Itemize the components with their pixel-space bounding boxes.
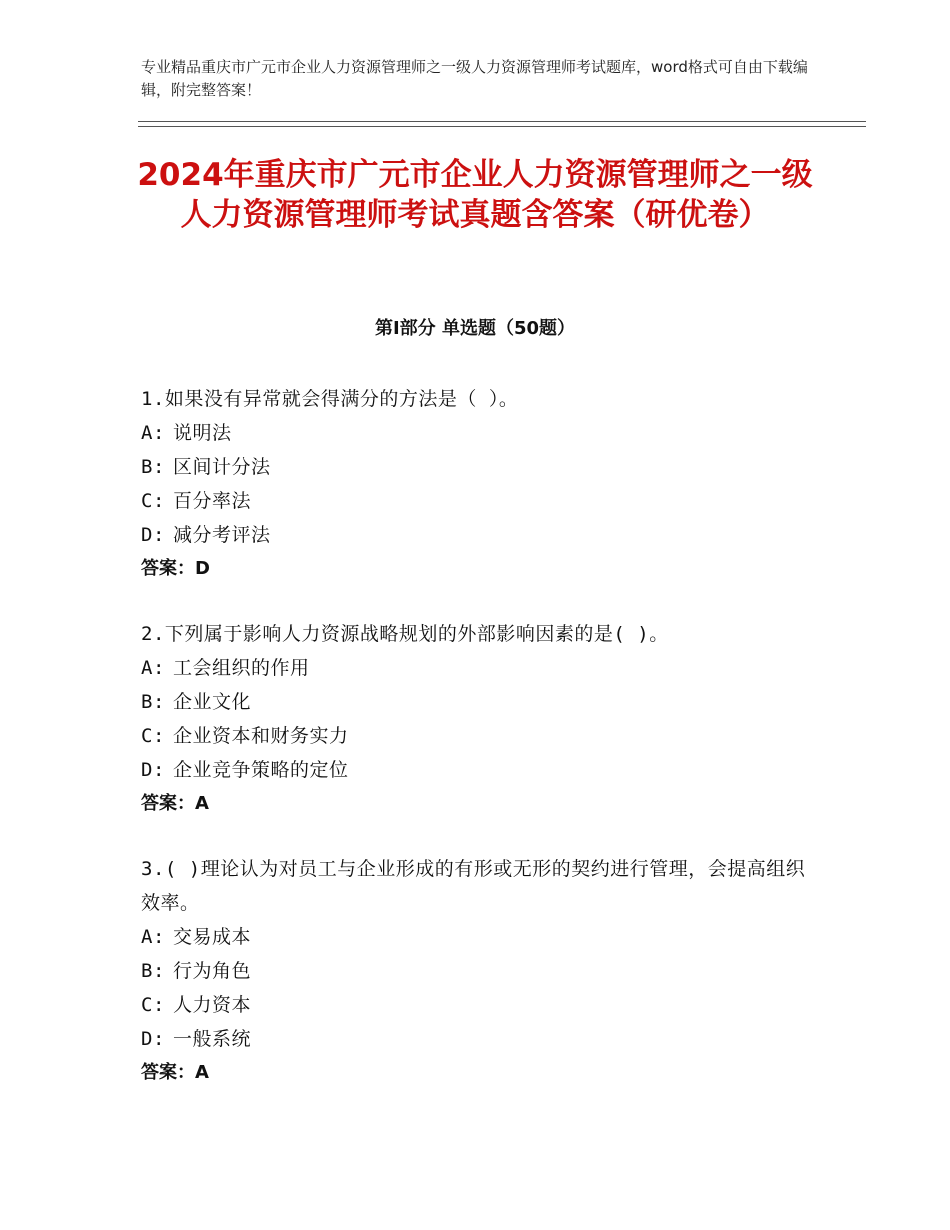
option-key: C:	[141, 725, 165, 747]
option-b	[141, 450, 806, 484]
option-key: C:	[141, 994, 165, 1016]
header-divider-top	[138, 121, 866, 122]
question-stem: 2.下列属于影响人力资源战略规划的外部影响因素的是( )。	[141, 623, 669, 645]
answer-label: 答案：	[141, 558, 195, 579]
option-key: D:	[141, 524, 165, 546]
option-key: D:	[141, 759, 165, 781]
option-text: 行为角色	[173, 960, 252, 982]
answer-value: A	[195, 1062, 209, 1083]
option-text: 企业竞争策略的定位	[173, 759, 349, 781]
option-a	[141, 651, 806, 685]
question-3	[141, 852, 806, 1090]
answer-label: 答案：	[141, 793, 195, 814]
answer-value: D	[195, 558, 210, 579]
option-key: C:	[141, 490, 165, 512]
option-b	[141, 954, 806, 988]
option-c	[141, 719, 806, 753]
answer-label: 答案：	[141, 1062, 195, 1083]
option-text: 交易成本	[173, 926, 252, 948]
question-1	[141, 382, 806, 586]
option-d	[141, 518, 806, 552]
question-stem: 1.如果没有异常就会得满分的方法是（ ）。	[141, 388, 519, 410]
document-title: 2024年重庆市广元市企业人力资源管理师之一级人力资源管理师考试真题含答案（研优卷）	[137, 157, 813, 233]
option-text: 减分考评法	[173, 524, 271, 546]
option-b	[141, 685, 806, 719]
header-divider-bottom	[138, 126, 866, 127]
question-2	[141, 617, 806, 821]
option-text: 一般系统	[173, 1028, 252, 1050]
option-text: 说明法	[173, 422, 232, 444]
answer-value: A	[195, 793, 209, 814]
option-d	[141, 1022, 806, 1056]
question-list	[141, 382, 806, 1121]
option-key: A:	[141, 926, 165, 948]
option-key: A:	[141, 422, 165, 444]
option-text: 人力资本	[173, 994, 252, 1016]
option-a	[141, 416, 806, 450]
answer-line	[141, 1056, 806, 1090]
header-note: 专业精品重庆市广元市企业人力资源管理师之一级人力资源管理师考试题库，word格式可自由下载编辑，附完整答案！	[141, 58, 808, 99]
answer-line	[141, 552, 806, 586]
option-text: 百分率法	[173, 490, 252, 512]
option-key: B:	[141, 960, 165, 982]
question-stem: 3.( )理论认为对员工与企业形成的有形或无形的契约进行管理，会提高组织效率。	[141, 858, 806, 914]
option-key: B:	[141, 691, 165, 713]
option-c	[141, 484, 806, 518]
option-key: B:	[141, 456, 165, 478]
option-a	[141, 920, 806, 954]
option-text: 企业资本和财务实力	[173, 725, 349, 747]
option-text: 企业文化	[173, 691, 252, 713]
option-text: 工会组织的作用	[173, 657, 310, 679]
option-key: A:	[141, 657, 165, 679]
section-heading: 第Ⅰ部分 单选题（50题）	[374, 318, 575, 339]
option-c	[141, 988, 806, 1022]
option-key: D:	[141, 1028, 165, 1050]
answer-line	[141, 787, 806, 821]
option-text: 区间计分法	[173, 456, 271, 478]
option-d	[141, 753, 806, 787]
